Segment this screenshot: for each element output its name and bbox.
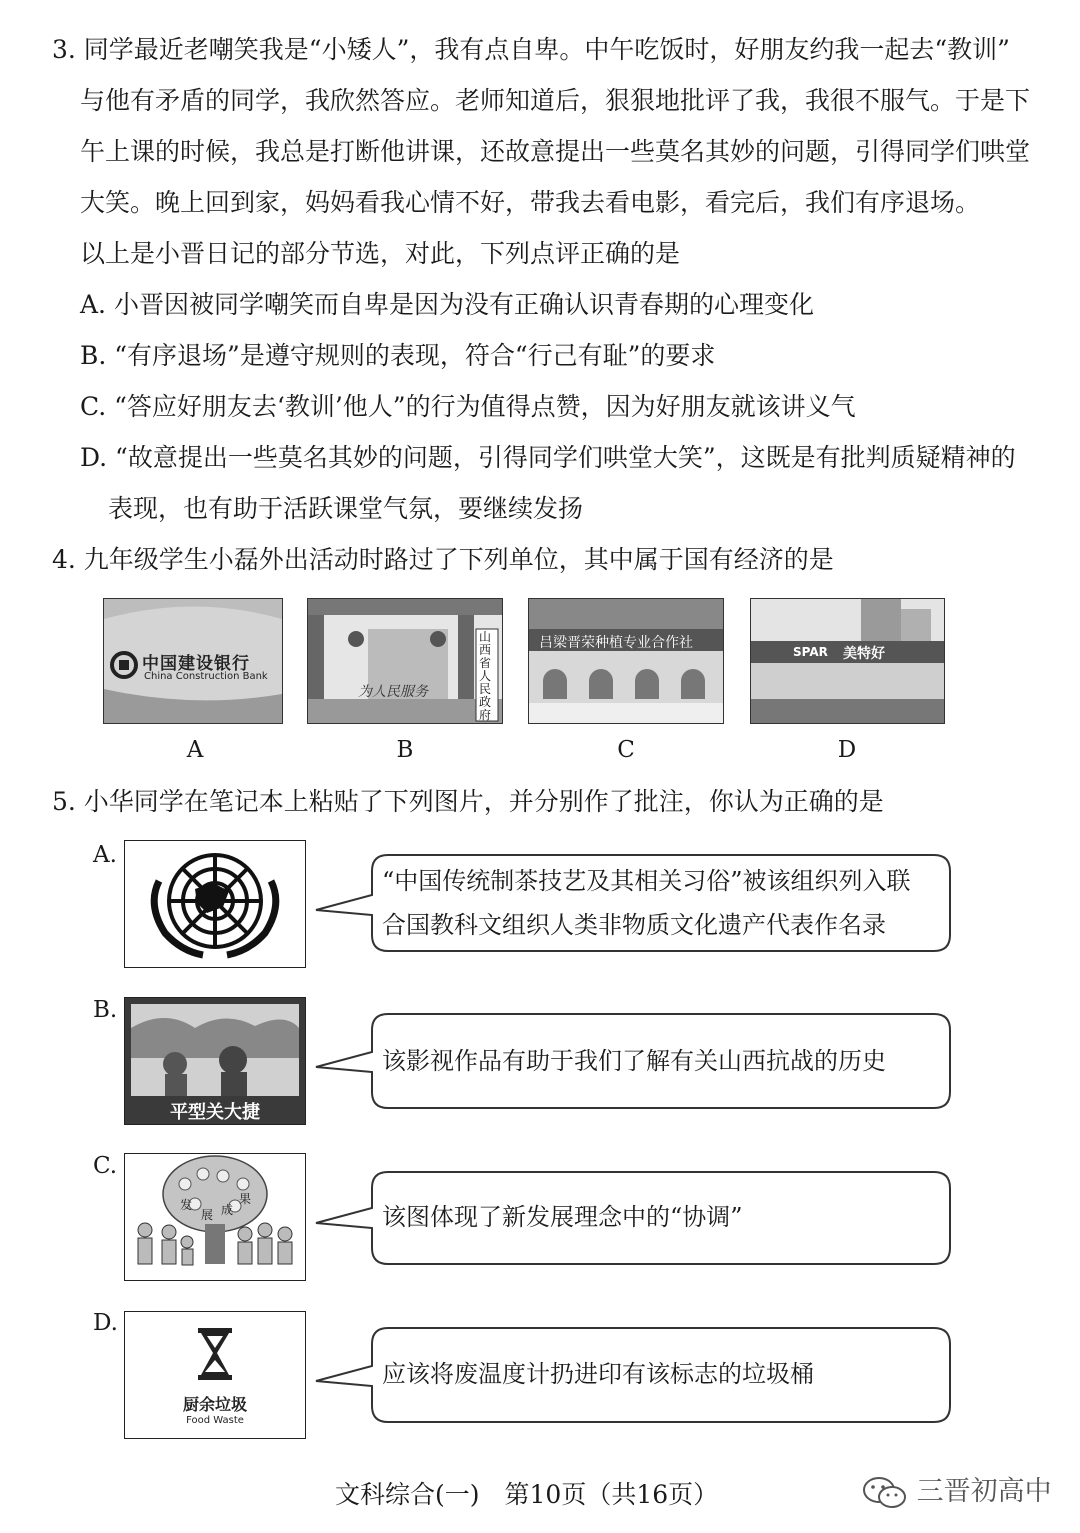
wechat-icon <box>862 1476 908 1510</box>
food-waste-sign-image <box>124 1311 306 1439</box>
photo-label-c: C <box>617 737 635 763</box>
q3-line-3: 午上课的时候，我总是打断他讲课，还故意提出一些莫名其妙的问题，引得同学们哄堂 <box>80 137 1031 166</box>
tree-char-4: 果 <box>239 1192 252 1206</box>
annotation-bubble-c <box>310 1170 960 1266</box>
q5-label-d: D. <box>93 1310 118 1336</box>
development-tree-graphic <box>125 1154 305 1280</box>
photo-label-a: A <box>186 737 204 763</box>
cooperative-building-graphic <box>529 599 723 723</box>
photo-bank <box>103 598 283 724</box>
food-waste-sign-en: Food Waste <box>186 1415 244 1426</box>
government-gate-graphic <box>308 599 502 723</box>
photo-label-b: B <box>396 737 414 763</box>
q4-stem: 4. 九年级学生小磊外出活动时路过了下列单位，其中属于国有经济的是 <box>52 545 834 574</box>
photo-cooperative <box>528 598 724 724</box>
q3-option-d-cont: 表现，也有助于活跃课堂气氛，要继续发扬 <box>108 494 584 523</box>
q5-label-a: A. <box>93 842 117 868</box>
annotation-bubble-a <box>310 853 960 953</box>
photo-supermarket <box>750 598 945 724</box>
tree-char-2: 展 <box>201 1208 214 1222</box>
un-emblem-image <box>124 840 306 968</box>
q3-line-4: 大笑。晚上回到家，妈妈看我心情不好，带我去看电影，看完后，我们有序退场。 <box>80 188 981 217</box>
q3-option-d: D. “故意提出一些莫名其妙的问题，引得同学们哄堂大笑”，这既是有批判质疑精神的 <box>80 443 1016 472</box>
watermark <box>862 1469 1052 1510</box>
annotation-bubble-b <box>310 1012 960 1110</box>
supermarket-sign-cn: 美特好 <box>843 646 885 662</box>
q3-line-2: 与他有矛盾的同学，我欣然答应。老师知道后，狠狠地批评了我，我很不服气。于是下 <box>80 86 1031 115</box>
annotation-text-c: 该图体现了新发展理念中的“协调” <box>382 1203 743 1231</box>
annotation-bubble-d <box>310 1326 960 1424</box>
development-tree-image <box>124 1153 306 1281</box>
bank-sign-en: China Construction Bank <box>144 671 268 682</box>
un-emblem-icon <box>125 841 305 967</box>
photo-government <box>307 598 503 724</box>
q3-prompt: 以上是小晋日记的部分节选，对此，下列点评正确的是 <box>80 239 681 268</box>
q3-option-b: B. “有序退场”是遵守规则的表现，符合“行己有耻”的要求 <box>80 341 716 370</box>
q3-option-a: A. 小晋因被同学嘲笑而自卑是因为没有正确认识青春期的心理变化 <box>80 290 814 319</box>
tree-char-3: 成 <box>221 1203 234 1217</box>
annotation-text-d: 应该将废温度计扔进印有该标志的垃圾桶 <box>382 1360 814 1388</box>
government-sign: 山西省人民政府 <box>479 630 492 722</box>
annotation-text-a2: 合国教科文组织人类非物质文化遗产代表作名录 <box>382 911 886 939</box>
watermark-text: 三晋初高中 <box>916 1476 1052 1507</box>
film-still-image <box>124 997 306 1125</box>
q5-stem: 5. 小华同学在笔记本上粘贴了下列图片，并分别作了批注，你认为正确的是 <box>52 787 884 816</box>
bank-sign: 中国建设银行 <box>142 654 250 674</box>
annotation-text-b: 该影视作品有助于我们了解有关山西抗战的历史 <box>382 1047 886 1075</box>
photo-label-d: D <box>837 737 857 763</box>
government-motto: 为人民服务 <box>358 684 428 700</box>
annotation-text-a1: “中国传统制茶技艺及其相关习俗”被该组织列入联 <box>382 867 911 895</box>
q5-label-b: B. <box>93 997 118 1023</box>
film-caption: 平型关大捷 <box>170 1102 260 1123</box>
q5-label-c: C. <box>93 1153 118 1179</box>
supermarket-sign-en: SPAR <box>793 645 828 659</box>
q3-line-1: 3. 同学最近老嘲笑我是“小矮人”，我有点自卑。中午吃饭时，好朋友约我一起去“教训” <box>52 35 1010 64</box>
q3-option-c: C. “答应好朋友去‘教训’他人”的行为值得点赞，因为好朋友就该讲义气 <box>80 392 856 421</box>
page-footer: 文科综合(一) 第10页（共16页） <box>335 1480 719 1509</box>
tree-char-1: 发 <box>180 1198 193 1212</box>
food-waste-sign-cn: 厨余垃圾 <box>182 1395 247 1414</box>
cooperative-sign: 吕梁晋荣种植专业合作社 <box>539 635 693 651</box>
